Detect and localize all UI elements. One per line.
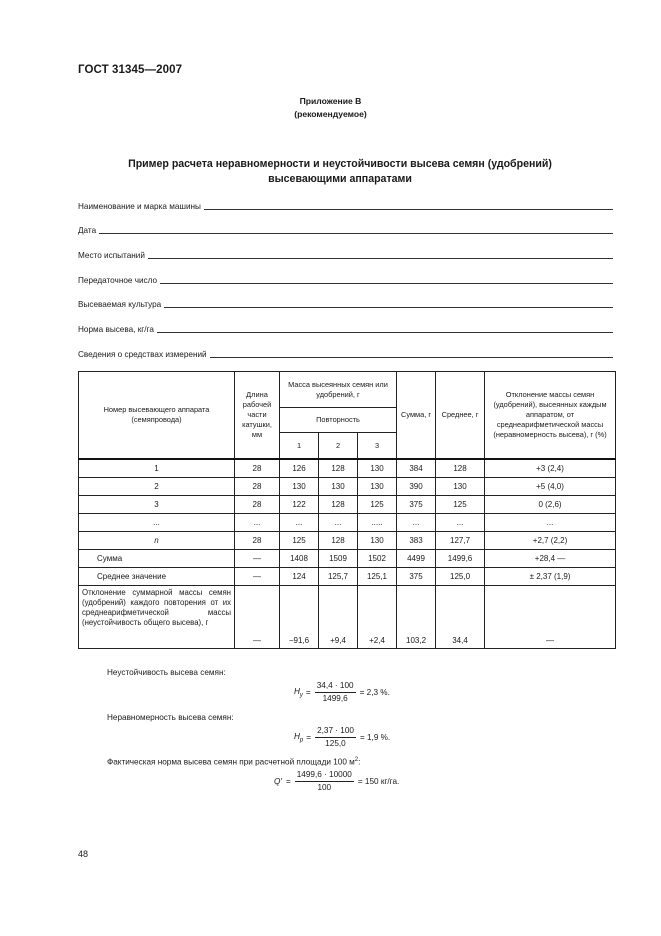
fill-line [204, 198, 613, 210]
cell-rep-1: 1408 [280, 550, 319, 568]
cell-sum: 384 [397, 459, 436, 478]
formula-lhs: H [294, 731, 300, 741]
title-line-2: высевающими аппаратами [268, 173, 412, 185]
cell-rep-3: 125 [358, 496, 397, 514]
cell-rep-1: ... [280, 514, 319, 532]
table-row [79, 459, 616, 478]
table-row [79, 514, 616, 532]
appendix-status: (рекомендуемое) [294, 109, 367, 119]
formula-result: = 150 кг/га. [357, 777, 400, 786]
formula-result: = 2,3 %. [359, 688, 390, 697]
table-row-deviation [79, 586, 616, 649]
cell-sum: 375 [397, 568, 436, 586]
actual-rate-formula [274, 770, 399, 793]
cell-sum: 390 [397, 478, 436, 496]
row-label: 2 [79, 478, 235, 496]
field-label: Передаточное число [78, 276, 158, 285]
cell-rep-2: 125,7 [319, 568, 358, 586]
header-rep-3: 3 [358, 433, 397, 460]
formula-subscript: у [299, 692, 303, 699]
table-row-mean [79, 568, 616, 586]
cell-rep-1: 130 [280, 478, 319, 496]
formula-subscript: р [299, 737, 304, 744]
cell-rep-2: 128 [319, 532, 358, 550]
fraction-denominator: 100 [317, 783, 332, 792]
appendix-heading [0, 95, 661, 121]
equals-sign: = [306, 733, 312, 742]
cell-sum: 103,2 [397, 586, 436, 649]
fraction-denominator: 1499,6 [322, 694, 348, 703]
header-deviation: Отклонение массы семян (удобрений), высеянных каждым аппаратом, от среднеарифметической массы (неравномерность высева), г (%) [485, 372, 616, 460]
cell-deviation: — [485, 586, 616, 649]
cell-mean: 125 [436, 496, 485, 514]
field-crop [78, 296, 613, 310]
cell-rep-3: ..... [358, 514, 397, 532]
fill-line [157, 321, 613, 333]
fill-line [148, 247, 613, 259]
instability-label: Неустойчивость высева семян: [107, 668, 226, 677]
formula-lhs: H [294, 686, 300, 696]
unevenness-label: Неравномерность высева семян: [107, 713, 234, 722]
cell-deviation: ... [485, 514, 616, 532]
field-label: Сведения о средствах измерений [78, 350, 207, 359]
row-label: n [79, 532, 235, 550]
field-date [78, 222, 613, 236]
cell-sum: 4499 [397, 550, 436, 568]
equals-sign: = [305, 688, 311, 697]
instability-formula [294, 681, 390, 704]
fraction-numerator: 1499,6 · 10000 [295, 770, 354, 782]
title-line-1: Пример расчета неравномерности и неустойчивости высева семян (удобрений) [128, 158, 552, 170]
formula-fraction [315, 681, 356, 704]
unevenness-formula [294, 726, 390, 749]
fraction-denominator: 125,0 [325, 739, 346, 748]
field-label: Наименование и марка машины [78, 202, 201, 211]
cell-deviation: ± 2,37 (1,9) [485, 568, 616, 586]
seeding-table [78, 371, 616, 649]
table-row-sum [79, 550, 616, 568]
cell-rep-2: 1509 [319, 550, 358, 568]
cell-length: 28 [235, 496, 280, 514]
cell-mean: ... [436, 514, 485, 532]
cell-deviation: 0 (2,6) [485, 496, 616, 514]
page-number: 48 [78, 849, 89, 859]
cell-mean: 125,0 [436, 568, 485, 586]
header-mass: Масса высеянных семян или удобрений, г [280, 372, 397, 408]
actual-rate-colon: : [358, 757, 361, 767]
fraction-numerator: 34,4 · 100 [315, 681, 356, 693]
actual-rate-label [107, 757, 360, 767]
cell-rep-1: 122 [280, 496, 319, 514]
table-row [79, 532, 616, 550]
table-row [79, 496, 616, 514]
document-title [90, 157, 590, 187]
field-location [78, 247, 613, 261]
formula-symbol [294, 732, 303, 744]
field-gear-ratio [78, 272, 613, 286]
equals-sign: = [285, 777, 291, 786]
cell-rep-1: 126 [280, 459, 319, 478]
cell-rep-1: −91,6 [280, 586, 319, 649]
cell-deviation: +5 (4,0) [485, 478, 616, 496]
field-seeding-rate [78, 321, 613, 335]
cell-length: — [235, 586, 280, 649]
cell-mean: 128 [436, 459, 485, 478]
cell-mean: 127,7 [436, 532, 485, 550]
cell-sum: ... [397, 514, 436, 532]
cell-length: 28 [235, 532, 280, 550]
cell-rep-2: 130 [319, 478, 358, 496]
cell-rep-2: 128 [319, 459, 358, 478]
cell-rep-1: 125 [280, 532, 319, 550]
cell-rep-2: +9,4 [319, 586, 358, 649]
fill-line [160, 272, 613, 284]
header-repeat: Повторность [280, 408, 397, 433]
cell-rep-3: 130 [358, 459, 397, 478]
row-label: Отклонение суммарной массы семян (удобрений) каждого повторения от их среднеарифметической массы (неустойчивость общего высева), г [79, 586, 235, 649]
fill-line [99, 222, 613, 234]
field-label: Дата [78, 226, 97, 235]
cell-rep-2: 128 [319, 496, 358, 514]
table-header-row [79, 372, 616, 408]
table-row [79, 478, 616, 496]
row-label: ... [79, 514, 235, 532]
field-instruments [78, 346, 613, 360]
cell-length: 28 [235, 459, 280, 478]
cell-mean: 34,4 [436, 586, 485, 649]
cell-length: ... [235, 514, 280, 532]
cell-rep-3: 130 [358, 532, 397, 550]
cell-mean: 1499,6 [436, 550, 485, 568]
header-apparatus: Номер высевающего аппарата (семяпровода) [79, 372, 235, 460]
header-rep-2: 2 [319, 433, 358, 460]
cell-length: 28 [235, 478, 280, 496]
cell-rep-3: +2,4 [358, 586, 397, 649]
cell-rep-3: 130 [358, 478, 397, 496]
header-sum: Сумма, г [397, 372, 436, 460]
cell-sum: 383 [397, 532, 436, 550]
fill-line [164, 296, 613, 308]
formula-symbol [294, 687, 303, 699]
actual-rate-superscript: 2 [354, 757, 359, 763]
document-header: ГОСТ 31345—2007 [78, 64, 183, 76]
cell-mean: 130 [436, 478, 485, 496]
cell-rep-1: 124 [280, 568, 319, 586]
cell-rep-3: 125,1 [358, 568, 397, 586]
row-label: 3 [79, 496, 235, 514]
fill-line [210, 346, 613, 358]
fraction-numerator: 2,37 · 100 [315, 726, 356, 738]
appendix-title: Приложение В [299, 96, 362, 106]
row-label: 1 [79, 459, 235, 478]
header-length: Длина рабочей части катушки, мм [235, 372, 280, 460]
cell-rep-3: 1502 [358, 550, 397, 568]
actual-rate-text: Фактическая норма высева семян при расчетной площади 100 м [107, 757, 355, 767]
field-label: Высеваемая культура [78, 300, 162, 309]
row-label: Сумма [79, 550, 235, 568]
cell-sum: 375 [397, 496, 436, 514]
header-mean: Среднее, г [436, 372, 485, 460]
cell-deviation: +3 (2,4) [485, 459, 616, 478]
formula-fraction [315, 726, 356, 749]
cell-rep-2: ... [319, 514, 358, 532]
field-label: Место испытаний [78, 251, 145, 260]
cell-length: — [235, 568, 280, 586]
cell-deviation: +2,7 (2,2) [485, 532, 616, 550]
formula-result: = 1,9 %. [359, 733, 391, 742]
field-label: Норма высева, кг/га [78, 325, 154, 334]
cell-length: — [235, 550, 280, 568]
formula-lhs: Q' [274, 777, 282, 786]
header-rep-1: 1 [280, 433, 319, 460]
cell-deviation: +28,4 — [485, 550, 616, 568]
field-machine [78, 198, 613, 212]
row-label: Среднее значение [79, 568, 235, 586]
formula-fraction [295, 770, 354, 793]
